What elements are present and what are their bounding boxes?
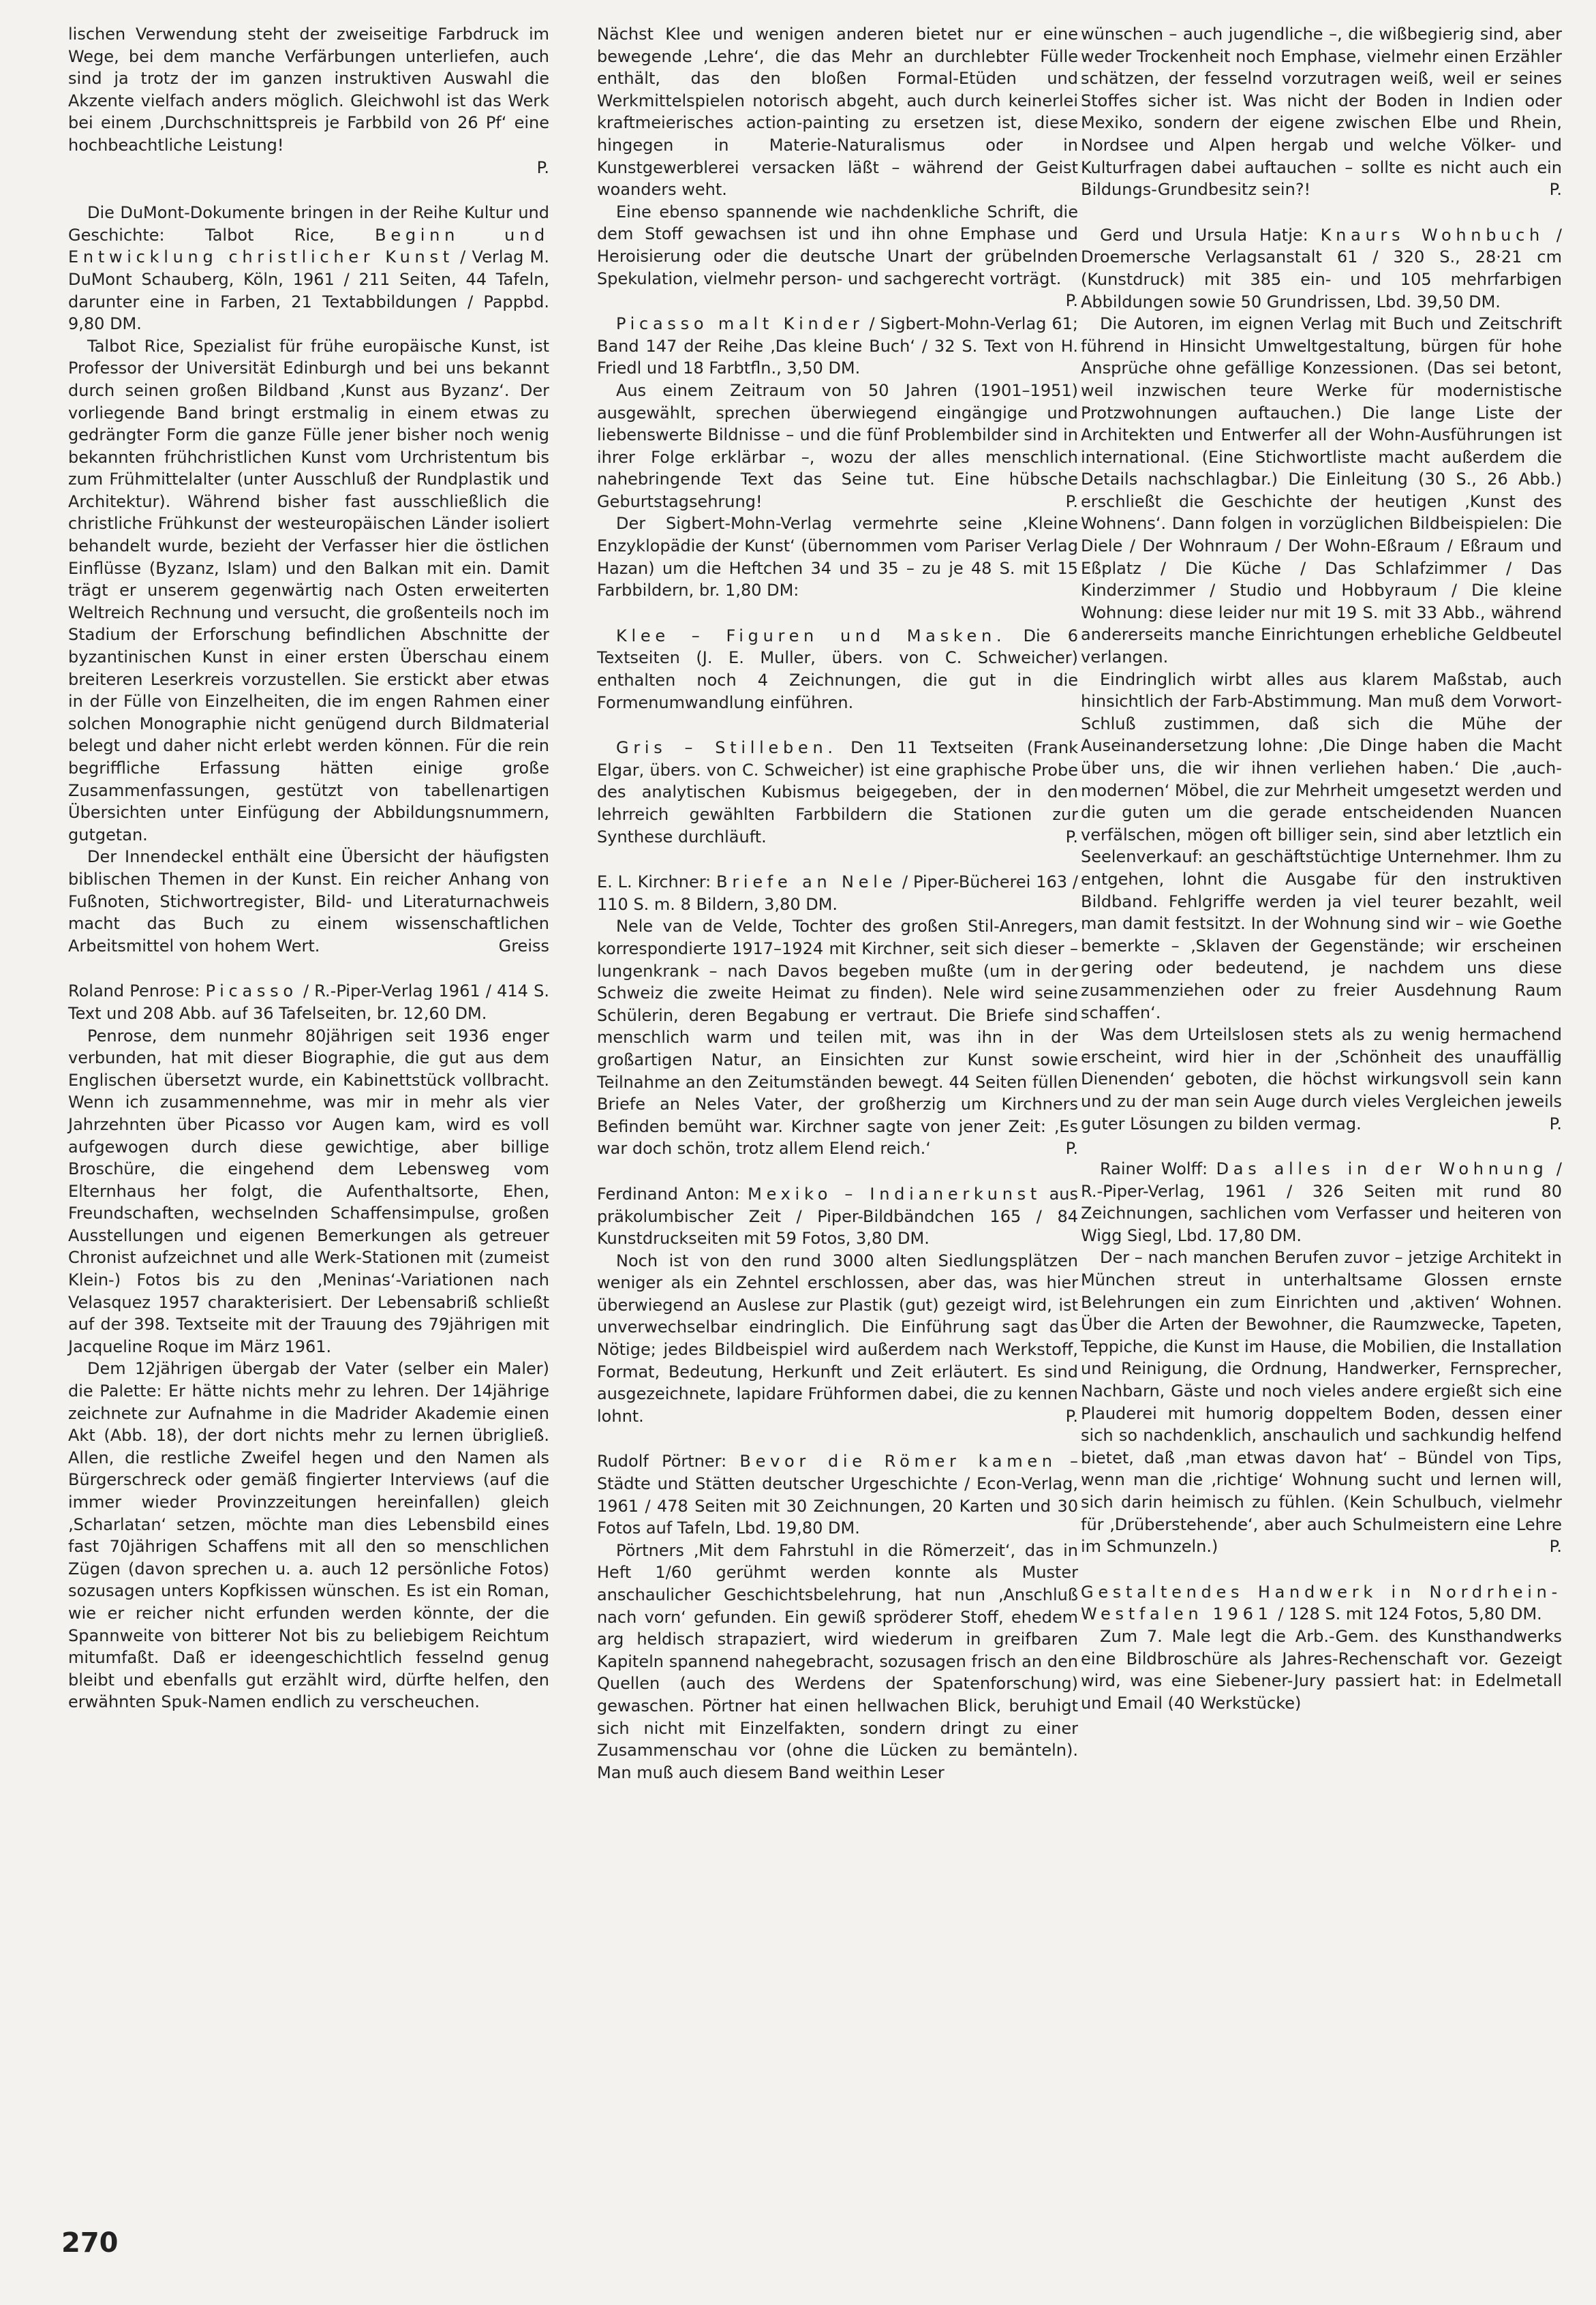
book-title: Gestaltendes Handwerk in Nordrhein-Westfalen 1961 [1081,1582,1562,1624]
book-title: Bevor die Römer kamen [739,1452,1057,1471]
book-title: Picasso malt Kinder [616,314,864,334]
review-penrose-picasso [68,980,549,1713]
paragraph: Aus einem Zeitraum von 50 Jahren (1901–1951) ausgewählt, sprechen überwiegend eingängige und liebenswerte Bildnisse – und die fünf Problembilder sind in ihrer Folge erklärbar –, wozu der alles menschlich nahebringende Text das Seine tut. Eine hübsche Geburtstagsehrung! P. [597,380,1078,513]
paragraph: Dem 12jährigen übergab der Vater (selber ein Maler) die Palette: Er hätte nichts mehr zu lehren. Der 14jährige zeichnete zur Aufnahme in die Madrider Akademie einen Akt (Abb. 18), der dort nichts mehr zu lernen übrigließ. Allen, die restliche Zweifel hegen und den Namen als Bürgerschreck oder gemäß fingierter Interviews (auf die immer wieder Provinzzeitungen hereinfallen) gleich ‚Scharlatan‘ setzen, möchte man dies Lebensbild eines fast 70jährigen Schaffens mit all den so menschlichen Zügen (davon sprechen u. a. auch 12 persönliche Fotos) sozusagen unters Kopfkissen wünschen. Es ist ein Roman, wie er reicher nicht erfunden werden könnte, der die Spannweite von bitterer Not bis zu beliebigem Reichtum mitumfaßt. Daß er ideengeschichtlich fesselnd genug bleibt und ebenfalls gut erzählt wird, dürfte helfen, den erwähnten Spuk-Namen endlich zu verscheuchen. [68,1359,549,1712]
paragraph: Klee – Figuren und Masken. Die 6 Textseiten (J. E. Muller, übers. von C. Schweicher) enthalten noch 4 Zeichnungen, die gut in die Formenumwandlung einführen. [597,626,1078,712]
review-heading: Rudolf Pörtner: Bevor die Römer kamen – Städte und Stätten deutscher Urgeschichte / Econ-Verlag, 1961 / 478 Seiten mit 30 Zeichnungen, 20 Karten und 30 Fotos auf Tafeln, Lbd. 19,80 DM. [597,1452,1078,1538]
review-heading: Die DuMont-Dokumente bringen in der Reihe Kultur und Geschichte: Talbot Rice, Beginn und Entwicklung christlicher Kunst / Verlag M. DuMont Schauberg, Köln, 1961 / 211 Seiten, 44 Tafeln, darunter eine in Farben, 21 Textabbildungen / Pappbd. 9,80 DM. [68,203,549,334]
book-title: Picasso [205,981,298,1001]
paragraph: Noch ist von den rund 3000 alten Siedlungsplätzen weniger als ein Zehntel erschlossen, aber das, was hier überwiegend an Auslese zur Plastik (gut) gezeigt wird, ist unverwechselbar eindringlich. Die Einführung sagt das Nötige; jedes Bildbeispiel wird außerdem nach Werkstoff, Format, Bedeutung, Herkunft und Zeit erläutert. Es sind ausgezeichnete, lapidare Frühformen dabei, die zu kennen lohnt. P. [597,1250,1078,1428]
review-carryover [597,23,1078,311]
review-kirchner [597,871,1078,1160]
paragraph: Der – nach manchen Berufen zuvor – jetzige Architekt in München streut in unterhaltsame Glossen ernste Belehrungen ein zum Einrichten und ‚aktiven‘ Wohnen. Über die Arten der Bewohner, die Raumzwecke, Tapeten, Teppiche, die Kunst im Hause, die Mobilien, die Installation und Reinigung, die Ordnung, Handwerker, Fernsprecher, Nachbarn, Gäste und noch vieles andere ergießt sich eine Plauderei mit humorig doppeltem Boden, dessen einer sich so nachdenklich, anschaulich und sachkundig helfend bietet, daß ‚man etwas davon hat‘ – Bündel von Tips, wenn man die ‚richtige‘ Wohnung sucht und lernen will, sich darin heimisch zu fühlen. (Kein Schulbuch, vielmehr für ‚Drüberstehende‘, aber auch Schulmeistern eine Lehre im Schmunzeln.) P. [1081,1247,1562,1557]
book-title: Das alles in der Wohnung [1216,1159,1548,1179]
paragraph: Was dem Urteilslosen stets als zu wenig hermachend erscheint, wird hier in der ‚Schönheit des unauffällig Dienenden‘ geboten, die höchst wirkungsvoll sein kann und zu der man sein Auge durch vieles Vergleichen jeweils guter Lösungen zu bilden vermag. P. [1081,1024,1562,1135]
review-wolff [1081,1158,1562,1558]
book-title: Briefe an Nele [716,872,897,892]
review-gris [597,737,1078,848]
signature: P. [1065,1406,1078,1426]
review-picasso-kinder [597,313,1078,602]
signature: P. [1549,180,1562,200]
page-number: 270 [61,2227,119,2259]
paragraph: Nele van de Velde, Tochter des großen Stil-Anregers, korrespondierte 1917–1924 mit Kirchner, seit sich dieser – lungenkrank – nach Davos begeben mußte (um in der Schweiz die zweite Heimat zu finden). Nele wird seine Schülerin, deren Begabung er vertraut. Die Briefe sind menschlich warm und teilen mit, was ihn in der großartigen Natur, an Einsichten zur Kunst sowie Teilnahme an den Zeitumständen bewegt. 44 Seiten füllen Briefe an Neles Vater, der großherzig um Kirchners Befinden bemüht war. Kirchner sagte von jener Zeit: ‚Es war doch schön, trotz allem Elend reich.‘ P. [597,915,1078,1160]
column-2 [597,23,1078,1807]
book-title: Mexiko – Indianerkunst [748,1184,1041,1204]
review-heading: Picasso malt Kinder / Sigbert-Mohn-Verlag 61; Band 147 der Reihe ‚Das kleine Buch‘ / 32 S. Text von H. Friedl und 18 Farbtfln., 3,50 DM. [597,314,1079,378]
paragraph: wünschen – auch jugendliche –, die wißbegierig sind, aber weder Trockenheit noch Emphase, vielmehr einen Erzähler schätzen, der fesselnd vorzutragen weiß, weil er seines Stoffes sicher ist. Was nicht der Boden in Indien oder Mexiko, sondern der eigene zwischen Elbe und Rhein, Nordsee und Alpen hergab und welche Völker- und Kulturfragen dabei auftauchen – sollte es nicht auch ein Bildungs-Grundbesitz sein?! P. [1081,23,1562,201]
signature: P. [1065,291,1078,311]
review-heading: Gerd und Ursula Hatje: Knaurs Wohnbuch / Droemersche Verlagsanstalt 61 / 320 S., 28·21 cm (Kunstdruck) mit 385 ein- und 105 mehrfarbigen Abbildungen sowie 50 Grundrissen, Lbd. 39,50 DM. [1081,225,1562,311]
paragraph: Talbot Rice, Spezialist für frühe europäische Kunst, ist Professor der Universität Edinburgh und bei uns bekannt durch seinen großen Bildband ‚Kunst aus Byzanz‘. Der vorliegende Band bringt erstmalig in einem etwas zu gedrängter Form die ganze Fülle jener bisher noch wenig bekannten frühchristlichen Kunst vom Urchristentum bis zum Frühmittelalter (unter Ausschluß der Rundplastik und Architektur). Während bisher fast ausschließlich die christliche Frühkunst der westeuropäischen Länder isoliert behandelt wurde, bezieht der Verfasser hier die östlichen Einflüsse (Byzanz, Islam) und den Balkan mit ein. Damit trägt er unserem gegenwärtig nach Osten erweiterten Weltreich Rechnung und versucht, die großenteils noch im Stadium der Erforschung befindlichen Abschnitte der byzantinischen Kunst in einer ersten Überschau einem breiteren Leserkreis vorzustellen. Sie erstickt aber etwas in der Fülle von Einzelheiten, die im engen Rahmen einer solchen Monographie nicht genügend durch Bildmaterial belegt und daher nicht erlebt werden können. Für die rein begriffliche Erfassung hätten einige große Zusammenfassungen, gestützt von tabellenartigen Übersichten unter Einfügung der Abbildungsnummern, gutgetan. [68,336,549,844]
paragraph: Der Innendeckel enthält eine Übersicht der häufigsten biblischen Themen in der Kunst. Ein reicher Anhang von Fußnoten, Stichwortregister, Bild- und Literaturnachweis macht das Buch zu einem wissenschaftlichen Arbeitsmittel von hohem Wert. Greiss [68,846,549,957]
review-heading: Ferdinand Anton: Mexiko – Indianerkunst aus präkolumbischer Zeit / Piper-Bildbändchen 165 / 84 Kunstdruckseiten mit 59 Fotos, 3,80 DM. [597,1184,1078,1249]
paragraph: Eine ebenso spannende wie nachdenkliche Schrift, die dem Stoff gewachsen ist und ihn ohne Emphase und Heroisierung oder die deutsche Unart der grübelnden Spekulation, vielmehr person- und sachgerecht vorträgt. P. [597,201,1078,290]
signature: P. [536,157,549,177]
review-klee [597,625,1078,714]
paragraph: Der Sigbert-Mohn-Verlag vermehrte seine ‚Kleine Enzyklopädie der Kunst‘ (übernommen vom Pariser Verlag Hazan) um die Heftchen 34 und 35 – zu je 48 S. mit 15 Farbbildern, br. 1,80 DM: [597,514,1078,600]
review-heading: Rainer Wolff: Das alles in der Wohnung / R.-Piper-Verlag, 1961 / 326 Seiten mit rund 80 Zeichnungen, sachlichen vom Verfasser und heiteren von Wigg Siegl, Lbd. 17,80 DM. [1081,1159,1562,1245]
review-heading: Roland Penrose: Picasso / R.-Piper-Verlag 1961 / 414 S. Text und 208 Abb. auf 36 Tafelseiten, br. 12,60 DM. [68,981,549,1023]
paragraph: lischen Verwendung steht der zweiseitige Farbdruck im Wege, bei dem manche Verfärbungen unterliefen, auch sind ja trotz der im ganzen instruktiven Auswahl die Akzente vielfach anders möglich. Gleichwohl ist das Werk bei einem ‚Durchschnittspreis je Farbbild von 26 Pf‘ eine hochbeachtliche Leistung! [68,25,549,155]
paragraph: Penrose, dem nunmehr 80jährigen seit 1936 enger verbunden, hat mit dieser Biographie, die gut aus dem Englischen übersetzt wurde, ein Kabinettstück vollbracht. Wenn ich zusammennehme, was mir in mehr als vier Jahrzehnten über Picasso vor Augen kam, wird es voll aufgewogen durch diese gewichtige, aber billige Broschüre, die eingehend dem Lebensweg vom Elternhaus her folgt, die Aufenthaltsorte, Ehen, Freundschaften, wechselnden Schaffensimpulse, großen Ausstellungen und eigenen Bemerkungen als getreuer Chronist aufzeichnet und alle Werk-Stationen mit (zumeist Klein-) Fotos bis zu den ‚Meninas‘-Variationen nach Velasquez 1957 charakterisiert. Der Lebensabriß schließt auf der 398. Textseite mit der Trauung des 79jährigen mit Jacqueline Roque im März 1961. [68,1026,549,1356]
book-title: Gris – Stilleben. [616,738,838,758]
signature: P. [1549,1537,1562,1557]
paragraph: Zum 7. Male legt die Arb.-Gem. des Kunsthandwerks eine Bildbroschüre als Jahres-Rechenschaft vor. Gezeigt wird, was eine Siebener-Jury passiert hat: in Edelmetall und Email (40 Werkstücke) [1081,1626,1562,1713]
review-handwerk [1081,1581,1562,1715]
review-mexiko [597,1183,1078,1428]
paragraph: Die Autoren, im eignen Verlag mit Buch und Zeitschrift führend in Hinsicht Umweltgestaltung, bürgen für hohe Ansprüche ohne gefällige Konzessionen. (Das sei betont, weil inzwischen teure Werke für modernistische Protzwohnungen auftauchen.) Die lange Liste der Architekten und Entwerfer all der Wohn-Ausführungen ist international. (Eine Stichwortliste macht außerdem die Details nachschlagbar.) Die Einleitung (30 S., 26 Abb.) erschließt die Geschichte der heutigen ‚Kunst des Wohnens‘. Dann folgen in vorzüglichen Bildbeispielen: Die Diele / Der Wohnraum / Der Wohn-Eßraum / Eßraum und Eßplatz / Die Küche / Das Schlafzimmer / Das Kinderzimmer / Studio und Hobbyraum / Die kleine Wohnung: diese leider nur mit 19 S. mit 33 Abb., während andererseits manche Einrichtungen erhebliche Geldbeutel verlangen. [1081,314,1562,667]
signature: Greiss [498,936,549,956]
review-heading: Gestaltendes Handwerk in Nordrhein-Westfalen 1961 / 128 S. mit 124 Fotos, 5,80 DM. [1081,1582,1562,1624]
column-3 [1081,23,1562,1737]
signature: P. [1549,1114,1562,1133]
review-carryover [68,23,549,179]
signature: P. [1065,827,1078,846]
signature: P. [1065,1139,1078,1159]
paragraph: Gris – Stilleben. Den 11 Textseiten (Frank Elgar, übers. von C. Schweicher) ist eine graphische Probe des analytischen Kubismus beigegeben, der in den lehrreich gewählten Farbbildern die Stationen zur Synthese durchläuft. P. [597,737,1078,848]
review-heading: E. L. Kirchner: Briefe an Nele / Piper-Bücherei 163 / 110 S. m. 8 Bildern, 3,80 DM. [597,872,1079,914]
signature: P. [1065,491,1078,511]
paragraph: Nächst Klee und wenigen anderen bietet nur er eine bewegende ‚Lehre‘, die das Mehr an durchlebter Fülle enthält, das den bloßen Formal-Etüden und Werkmittelspielen notorisch abgeht, auch durch keinerlei kraftmeierisches action-painting zu ersetzen ist, diese hingegen in Materie-Naturalismus oder in Kunstgewerblerei versacken läßt – während der Geist woanders weht. [597,25,1078,200]
review-carryover [1081,23,1562,201]
book-title: Beginn und Entwicklung christlicher Kunst [68,225,549,267]
column-1 [68,23,549,1737]
book-title: Knaurs Wohnbuch [1320,225,1544,245]
paragraph: Pörtners ‚Mit dem Fahrstuhl in die Römerzeit‘, das in Heft 1/60 gerühmt werden konnte als Muster anschaulicher Geschichtsbelehrung, hat nun ‚Anschluß nach vorn‘ gefunden. Ein gewiß spröderer Stoff, ehedem arg heldisch strapaziert, wird wiederum in greifbaren Kapiteln spannend nahegebracht, sozusagen frisch an den Quellen (auch des Werdens der Spatenforschung) gewaschen. Pörtner hat einen hellwachen Blick, beruhigt sich nicht mit Einzelfakten, sondern dringt zu einer Zusammenschau vor (ohne die Lücken zu bemänteln). Man muß auch diesem Band weithin Leser [597,1540,1078,1782]
book-title: Klee – Figuren und Masken. [616,626,1007,645]
paragraph: Eindringlich wirbt alles aus klarem Maßstab, auch hinsichtlich der Farb-Abstimmung. Man muß dem Vorwort-Schluß zustimmen, daß sich die Mühe der Auseinandersetzung lohne: ‚Die Dinge haben die Macht über uns, die wir ihnen verliehen haben.‘ Die ‚auch-modernen‘ Möbel, die zur Mehrheit umgesetzt werden und die guten um die gerade entscheidenden Nuancen verfälschen, mögen oft billiger sein, sind aber letztlich ein Seelenverkauf: an geschäftstüchtige Unternehmer. Ihm zu entgehen, lohnt die Ausgabe für den instruktiven Bildband. Fehlgriffe werden ja viel teurer bezahlt, weil man damit festsitzt. In der Wohnung sind wir – wie Goethe bemerkte – ‚Sklaven der Gegenstände; wir erscheinen gering oder bedeutend, je nachdem uns diese zusammenziehen oder zu freier Ausdehnung Raum schaffen‘. [1081,669,1562,1022]
review-knaurs-wohnbuch [1081,224,1562,1135]
review-talbot-rice [68,202,549,957]
review-roemer [597,1450,1078,1784]
